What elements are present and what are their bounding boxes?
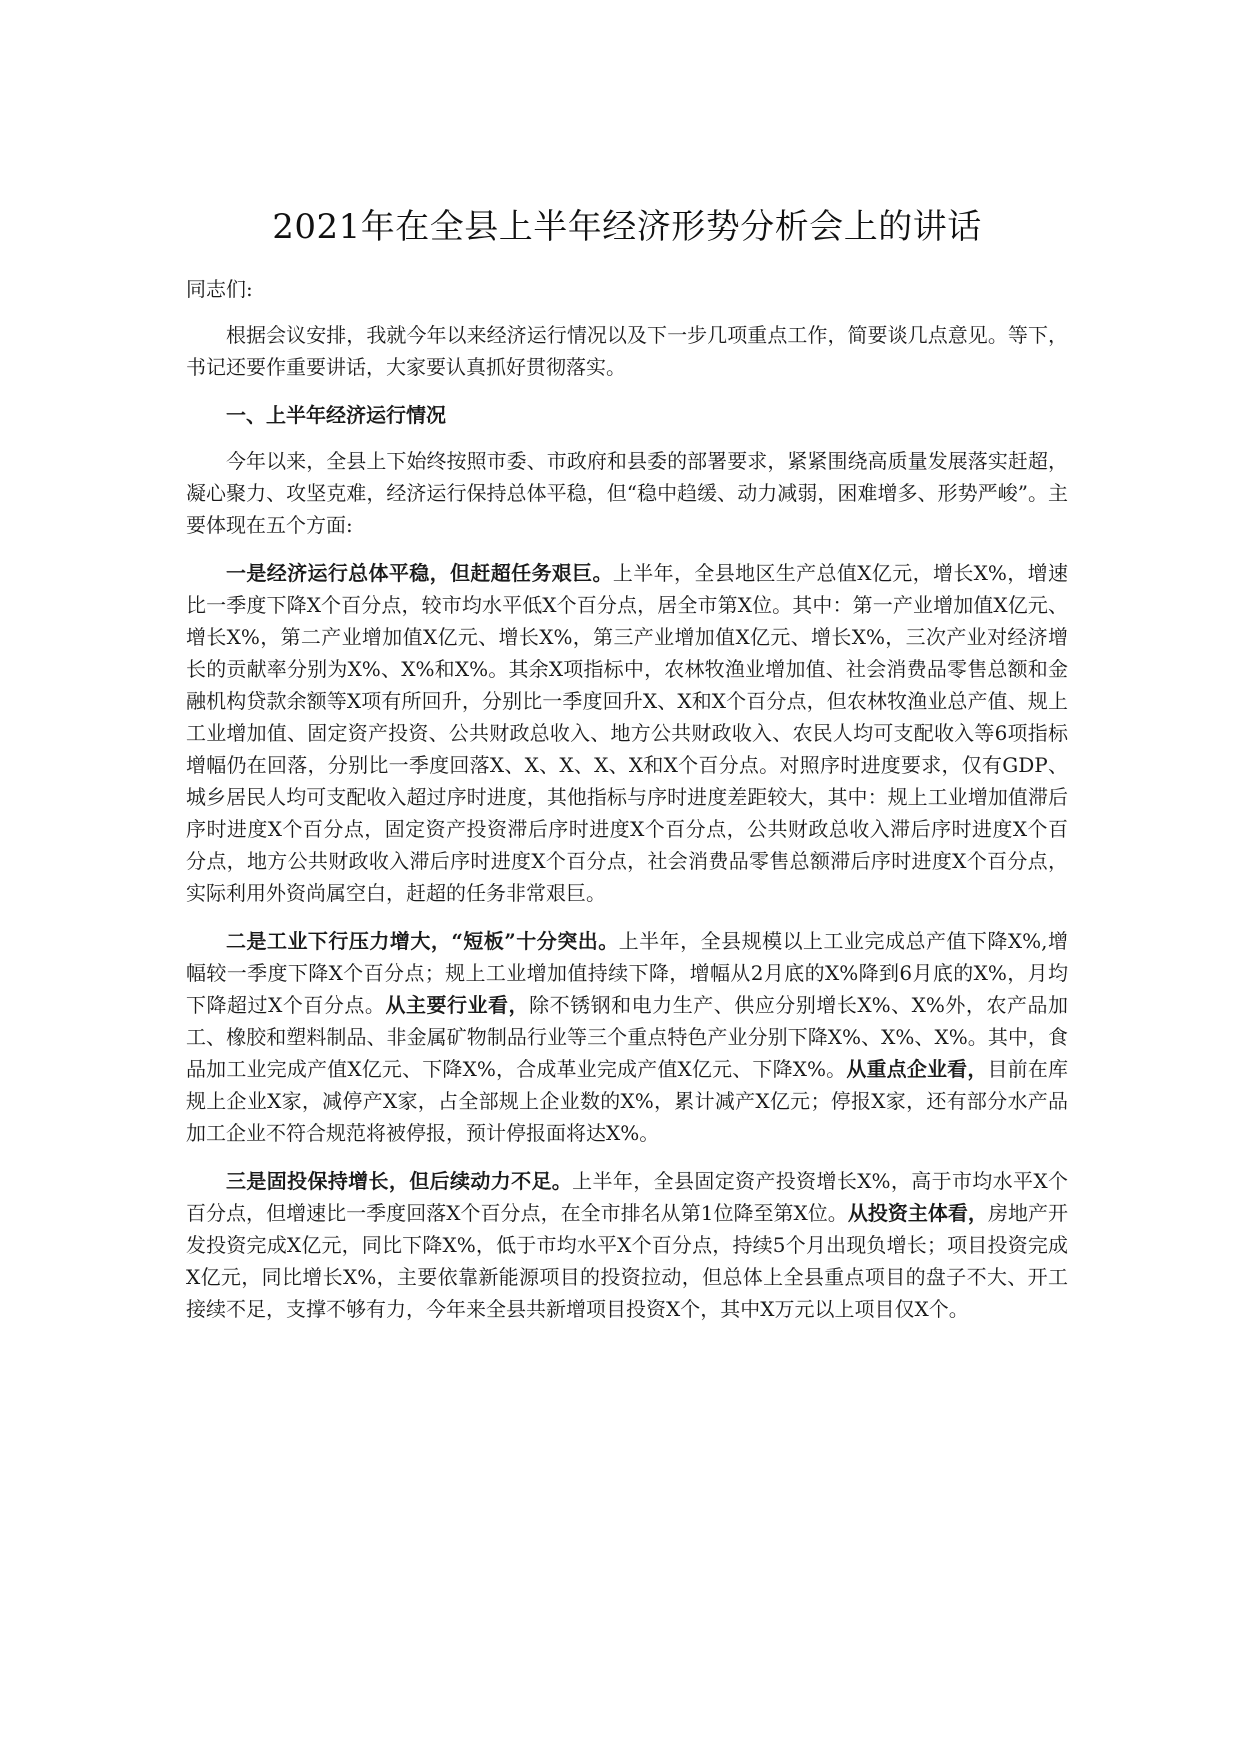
- point2-paragraph: [186, 925, 1068, 1149]
- point3-paragraph: [186, 1165, 1068, 1325]
- document-title: 2021年在全县上半年经济形势分析会上的讲话: [272, 207, 982, 247]
- point1-paragraph: [186, 557, 1068, 909]
- section1-intro-paragraph: 今年以来，全县上下始终按照市委、市政府和县委的部署要求，紧紧围绕高质量发展落实赶超，凝心聚力、攻坚克难，经济运行保持总体平稳，但“稳中趋缓、动力减弱，困难增多、形势严峻”。主要体现在五个方面:: [186, 449, 1068, 537]
- section-heading-1: 一、上半年经济运行情况: [226, 403, 446, 427]
- point2-body-1: 上半年，全县规模以上工业完成总产值下降X%,增幅较一季度下降X个百分点；规上工业增加值持续下降，增幅从2月底的X%降到6月底的X%，月均下降超过X个百分点。: [186, 929, 1068, 1017]
- salutation: 同志们:: [186, 277, 253, 301]
- point3-body-1: 上半年，全县固定资产投资增长X%，高于市均水平X个百分点，但增速比一季度回落X个百分点，在全市排名从第1位降至第X位。: [186, 1169, 1068, 1225]
- intro-paragraph: 根据会议安排，我就今年以来经济运行情况以及下一步几项重点工作，简要谈几点意见。等下，书记还要作重要讲话，大家要认真抓好贯彻落实。: [186, 323, 1068, 379]
- point2-body-3: 目前在库规上企业X家，减停产X家，占全部规上企业数的X%，累计减产X亿元；停报X家，还有部分水产品加工企业不符合规范将被停报，预计停报面将达X%。: [186, 1057, 1069, 1145]
- point2-sub-1: 从主要行业看，: [385, 993, 530, 1017]
- point2-body-2: 除不锈钢和电力生产、供应分别增长X%、X%外，农产品加工、橡胶和塑料制品、非金属矿物制品行业等三个重点特色产业分别下降X%、X%、X%。其中，食品加工业完成产值X亿元、下降X%，合成革业完成产值X亿元、下降X%。: [186, 993, 1069, 1081]
- point3-lead: 三是固投保持增长，但后续动力不足。: [226, 1169, 573, 1193]
- document-page: [186, 0, 1068, 1325]
- point1-lead: 一是经济运行总体平稳，但赶超任务艰巨。: [226, 561, 613, 585]
- point2-lead: 二是工业下行压力增大，“短板”十分突出。: [226, 929, 619, 953]
- point2-sub-2: 从重点企业看，: [846, 1057, 988, 1081]
- point3-sub-1: 从投资主体看，: [847, 1201, 988, 1225]
- point1-body: 上半年，全县地区生产总值X亿元，增长X%，增速比一季度下降X个百分点，较市均水平低X个百分点，居全市第X位。其中：第一产业增加值X亿元、增长X%，第二产业增加值X亿元、增长X%，第三产业增加值X亿元、增长X%，三次产业对经济增长的贡献率分别为X%、X%和X%。其余X项指标中，农林牧渔业增加值、社会消费品零售总额和金融机构贷款余额等X项有所回升，分别比一季度回升X、X和X个百分点，但农林牧渔业总产值、规上工业增加值、固定资产投资、公共财政总收入、地方公共财政收入、农民人均可支配收入等6项指标增幅仍在回落，分别比一季度回落X、X、X、X、X和X个百分点。对照序时进度要求，仅有GDP、城乡居民人均可支配收入超过序时进度，其他指标与序时进度差距较大，其中：规上工业增加值滞后序时进度X个百分点，固定资产投资滞后序时进度X个百分点，公共财政总收入滞后序时进度X个百分点，地方公共财政收入滞后序时进度X个百分点，社会消费品零售总额滞后序时进度X个百分点，实际利用外资尚属空白，赶超的任务非常艰巨。: [186, 561, 1069, 905]
- point3-body-2: 房地产开发投资完成X亿元，同比下降X%，低于市均水平X个百分点，持续5个月出现负增长；项目投资完成X亿元，同比增长X%，主要依靠新能源项目的投资拉动，但总体上全县重点项目的盘子不大、开工接续不足，支撑不够有力，今年来全县共新增项目投资X个，其中X万元以上项目仅X个。: [186, 1201, 1069, 1321]
